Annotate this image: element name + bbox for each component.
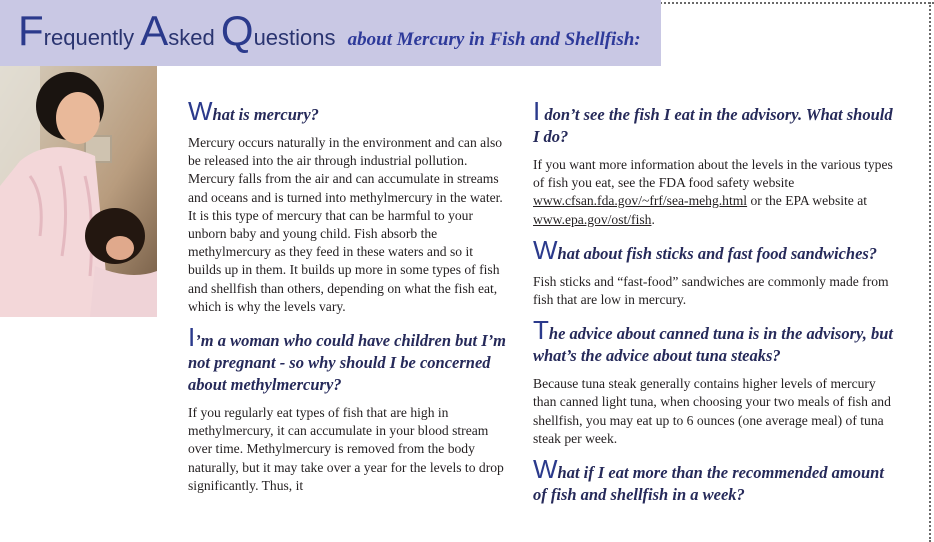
- dotted-border-right: [929, 2, 931, 542]
- title-initial-f: F: [18, 7, 44, 54]
- answer-text-mid: or the EPA website at: [747, 193, 868, 209]
- title-initial-a: A: [140, 7, 169, 54]
- question-text: he advice about canned tuna is in the advisory, but what’s the advice about tuna steaks?: [533, 324, 893, 366]
- mother-and-child-photo: [0, 66, 157, 317]
- title-word-questions: uestions: [253, 25, 342, 50]
- question-text: hat if I eat more than the recommended amount of fish and shellfish in a week?: [533, 463, 884, 505]
- faq-answer: [533, 156, 893, 229]
- question-text: ’m a woman who could have children but I’m not pregnant - so why should I be concerned about methylmercury?: [188, 331, 507, 395]
- epa-link[interactable]: www.epa.gov/ost/fish: [533, 211, 652, 227]
- faq-question: [533, 234, 893, 265]
- faq-question: [188, 96, 508, 126]
- question-initial: W: [533, 454, 558, 485]
- faq-question: [188, 322, 508, 396]
- faq-item-eat-more: [533, 454, 893, 506]
- answer-text-post: .: [651, 211, 655, 227]
- faq-item-what-is-mercury: [188, 96, 508, 316]
- faq-question: [533, 96, 893, 148]
- title-word-asked: sked: [168, 25, 221, 50]
- question-text: don’t see the fish I eat in the advisory. What should I do?: [533, 105, 893, 146]
- page-title: [18, 6, 641, 65]
- dotted-border-top: [660, 2, 934, 4]
- faq-answer: Fish sticks and “fast-food” sandwiches are commonly made from fish that are low in mercury.: [533, 273, 889, 308]
- faq-column-right: [533, 96, 893, 506]
- question-text: hat about fish sticks and fast food sandwiches?: [557, 243, 878, 263]
- faq-question: [533, 454, 893, 506]
- faq-item-not-pregnant: [188, 322, 508, 495]
- faq-answer: Mercury occurs naturally in the environment and can also be released into the air through industrial pollution. Mercury falls from the air and can accumulate in streams and oceans and is turned into methylmercury in the water. It is this type of mercury that can be harmful to your unborn baby and young child. Fish absorb the methylmercury as they feed in these waters and so it builds up in them. It builds up more in some types of fish and shellfish than others, depending on what the fish eat, which is why the levels vary.: [188, 135, 503, 314]
- question-initial: T: [533, 315, 549, 346]
- page-subtitle: about Mercury in Fish and Shellfish:: [347, 29, 641, 50]
- question-initial: W: [188, 96, 213, 126]
- faq-item-fish-sticks: [533, 234, 893, 309]
- title-word-frequently: requently: [43, 25, 141, 50]
- answer-text-pre: If you want more information about the levels in the various types of fish you eat, see the FDA food safety website: [533, 157, 893, 191]
- question-initial: I: [533, 96, 541, 126]
- faq-item-fish-not-in-advisory: [533, 96, 893, 229]
- question-text: hat is mercury?: [212, 105, 319, 124]
- photo-illustration: [0, 66, 157, 317]
- fda-link[interactable]: www.cfsan.fda.gov/~frf/sea-mehg.html: [533, 193, 748, 209]
- faq-answer: Because tuna steak generally contains higher levels of mercury than canned light tuna, when choosing your two meals of fish and shellfish, you may eat up to 6 ounces (one average meal) of tuna steak per week.: [533, 376, 891, 446]
- question-initial: W: [533, 234, 558, 265]
- faq-column-left: [188, 96, 508, 495]
- faq-answer: If you regularly eat types of fish that are high in methylmercury, it can accumulate in your blood stream over time. Methylmercury is removed from the body naturally, but it may take over a year for the levels to drop significantly. Thus, it: [188, 405, 504, 493]
- header-banner: [0, 0, 661, 66]
- faq-item-tuna-steaks: [533, 315, 893, 448]
- title-initial-q: Q: [220, 7, 254, 54]
- question-initial: I: [188, 322, 196, 353]
- faq-question: [533, 315, 893, 367]
